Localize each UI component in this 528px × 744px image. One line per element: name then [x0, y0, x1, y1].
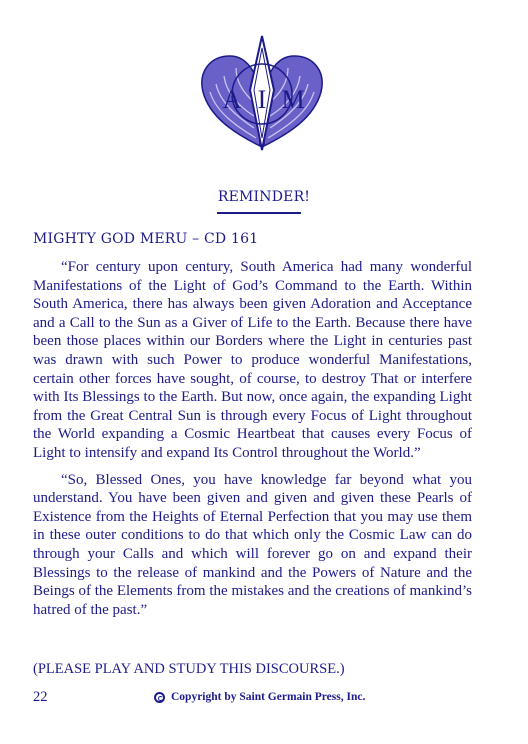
discourse-title: MIGHTY GOD MERU – CD 161	[33, 231, 259, 247]
closing-note: (PLEASE PLAY AND STUDY THIS DISCOURSE.)	[33, 661, 345, 677]
copyright-line	[154, 691, 365, 703]
page-number: 22	[33, 689, 48, 705]
heading-underline	[217, 212, 301, 214]
paragraph: “For century upon century, South America had many wonderful Manifestations of the Light of God’s Command to the Earth. Within South America, there has always been given Adoration and Acceptance and a Call to the Sun as a Giver of Life to the Earth. Because there have been those places within our Borders where the Light in centuries past was drawn with such Power to produce wonderful Manifestations, certain other forces have sought, of course, to destroy That or interfere with Its Blessings to the Earth. But now, once again, the expanding Light from the Great Central Sun is through every Focus of Light throughout the World expanding a Cosmic Heartbeat that causes every Focus of Light to intensify and expand Its Control throughout the World.”	[33, 259, 472, 461]
paragraph: “So, Blessed Ones, you have knowledge far beyond what you understand. You have been given and given and given these Pearls of Existence from the Heights of Eternal Perfection that you may use them in these outer conditions to do that which only the Cosmic Law can do through your Calls and which will forever go on and expand their Blessings to the release of mankind and the Powers of Nature and the Beings of the Elements from the mistakes and the creations of mankind’s hatred of the past.”	[33, 471, 472, 618]
logo-letter-a: A	[222, 85, 242, 114]
logo-letter-m: M	[281, 85, 305, 114]
logo-letter-i: I	[257, 85, 267, 114]
copyright-text: Copyright by Saint Germain Press, Inc.	[171, 691, 366, 703]
discourse-body	[33, 258, 472, 627]
page-heading: REMINDER!	[217, 189, 311, 205]
copyright-icon	[154, 692, 165, 703]
aim-winged-logo	[196, 34, 328, 154]
